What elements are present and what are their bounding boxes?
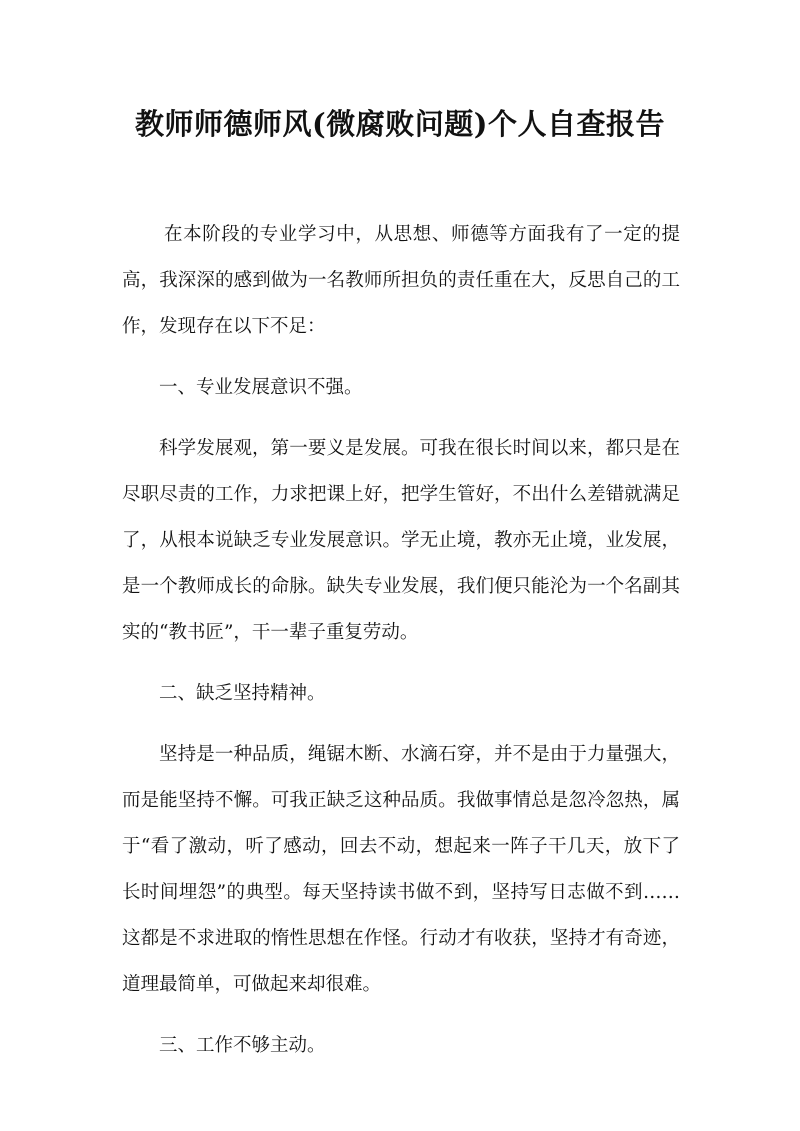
section-paragraph: 坚持是一种品质，绳锯木断、水滴石穿，并不是由于力量强大，而是能坚持不懈。可我正缺乏这种品质。我做事情总是忽冷忽热，属于“看了激动，听了感动，回去不动，想起来一阵子干几天，放下了长时间埋怨”的典型。每天坚持读书做不到，坚持写日志做不到……这都是不求进取的惰性思想在作怪。行动才有收获，坚持才有奇迹，道理最简单，可做起来却很难。: [122, 744, 680, 995]
section-heading: 二、缺乏坚持精神。: [159, 683, 326, 704]
document-body: [122, 212, 680, 1084]
document-title: 教师师德师风(微腐败问题)个人自查报告: [135, 107, 665, 141]
section-heading: 三、工作不够主动。: [159, 1035, 326, 1056]
section-heading: 一、专业发展意识不强。: [159, 377, 363, 398]
section-paragraph: 科学发展观，第一要义是发展。可我在很长时间以来，都只是在尽职尽责的工作，力求把课上好，把学生管好，不出什么差错就满足了，从根本说缺乏专业发展意识。学无止境，教亦无止境，业发展，是一个教师成长的命脉。缺失专业发展，我们便只能沦为一个名副其实的“教书匠”，干一辈子重复劳动。: [122, 438, 680, 643]
intro-paragraph: 在本阶段的专业学习中，从思想、师德等方面我有了一定的提高，我深深的感到做为一名教师所担负的责任重在大，反思自己的工作，发现存在以下不足：: [122, 224, 680, 337]
